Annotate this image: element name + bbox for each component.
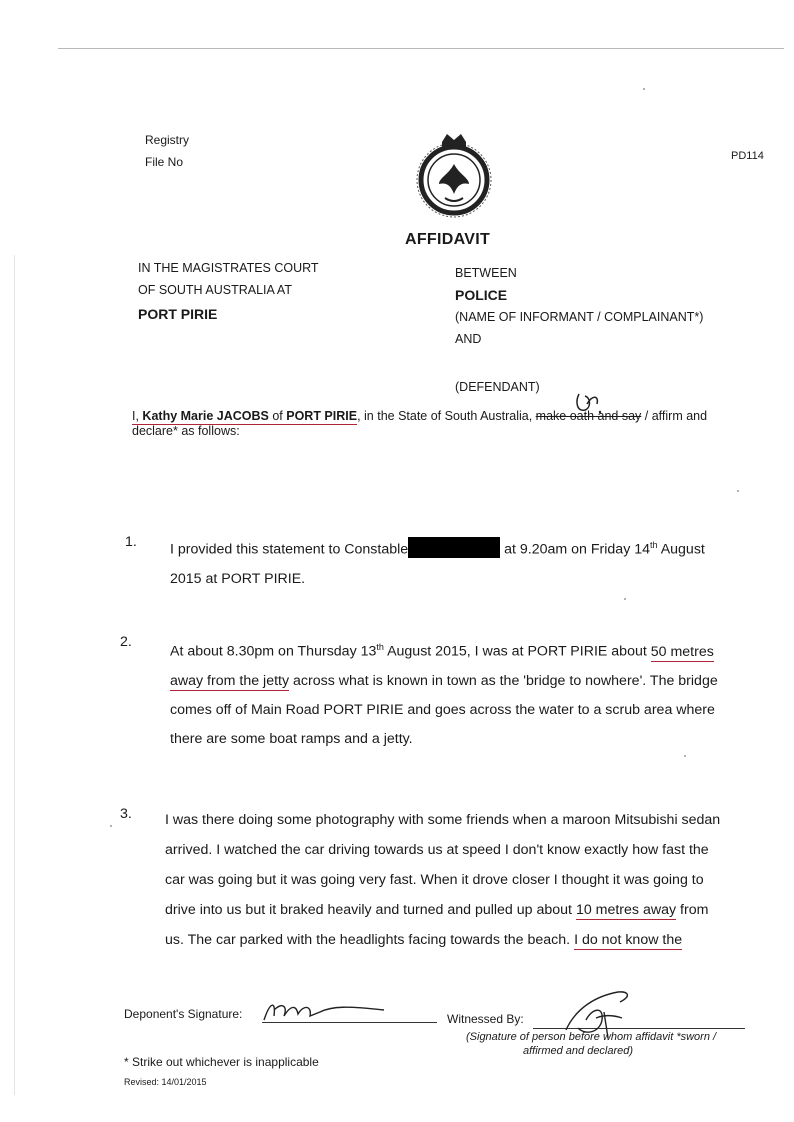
document-title: AFFIDAVIT bbox=[405, 231, 491, 248]
between-label: BETWEEN bbox=[455, 266, 517, 280]
police-crest-icon bbox=[409, 128, 499, 220]
informant-caption: (NAME OF INFORMANT / COMPLAINANT*) bbox=[455, 310, 704, 324]
registry-label: Registry bbox=[145, 133, 190, 147]
and-label: AND bbox=[455, 332, 482, 346]
deponent-signature bbox=[260, 996, 390, 1024]
court-location: PORT PIRIE bbox=[138, 306, 218, 322]
witness-label: Witnessed By: bbox=[447, 1012, 524, 1026]
paragraph-number: 1. bbox=[125, 534, 137, 550]
intro-line-2: declare* as follows: bbox=[132, 424, 240, 438]
scan-top-rule bbox=[58, 48, 784, 49]
informant-name: POLICE bbox=[455, 287, 508, 303]
scan-speck bbox=[684, 755, 686, 757]
paragraph-number: 3. bbox=[120, 806, 132, 822]
witness-caption-2: affirmed and declared) bbox=[523, 1045, 634, 1057]
defendant-caption: (DEFENDANT) bbox=[455, 380, 540, 394]
redaction-box bbox=[408, 537, 500, 558]
witness-caption-1: (Signature of person before whom affidavit *sworn / bbox=[466, 1031, 717, 1043]
scan-speck bbox=[737, 490, 739, 492]
paragraph-1: I provided this statement to Constable at 9.20am on Friday 14th August 2015 at PORT PIRIE. bbox=[170, 531, 770, 594]
parties-block bbox=[455, 262, 703, 350]
scan-edge-rule bbox=[14, 255, 15, 1095]
file-no-label: File No bbox=[145, 155, 184, 169]
scan-speck bbox=[110, 825, 112, 827]
paragraph-3: I was there doing some photography with some friends when a maroon Mitsubishi sedan arrived. I watched the car driving towards us at speed I don't know exactly how fast the car was going but it was going very fast. When it drove closer I thought it was going to drive into us but it braked heavily and turned and pulled up about 10 metres away from us. The car parked with the headlights facing towards the beach. I do not know the bbox=[165, 812, 721, 948]
strike-out-note: * Strike out whichever is inapplicable bbox=[124, 1055, 319, 1069]
intro-name-phrase: I, Kathy Marie JACOBS of PORT PIRIE bbox=[132, 409, 358, 423]
struck-phrase: make oath and say bbox=[535, 409, 642, 423]
paragraph-2: At about 8.30pm on Thursday 13th August 2015, I was at PORT PIRIE about 50 metres away from the jetty across what is known in town as the 'bridge to nowhere'. The bridge comes off of Main Road PORT PIRIE and goes across the water to a scrub area where there are some boat ramps and a jetty. bbox=[170, 642, 718, 747]
paragraph-number: 2. bbox=[120, 634, 132, 650]
deponent-signature-label: Deponent's Signature: bbox=[124, 1007, 243, 1021]
court-line-1: IN THE MAGISTRATES COURT bbox=[138, 261, 319, 275]
intro-statement: I, Kathy Marie JACOBS of PORT PIRIE, in the State of South Australia, make oath and say / affirm and declare* as follows: bbox=[132, 409, 772, 439]
court-block bbox=[138, 257, 319, 325]
form-code: PD114 bbox=[731, 150, 764, 162]
court-line-2: OF SOUTH AUSTRALIA AT bbox=[138, 283, 292, 297]
scan-speck bbox=[643, 88, 645, 90]
revised-date: Revised: 14/01/2015 bbox=[124, 1077, 207, 1087]
scan-speck bbox=[624, 598, 626, 600]
